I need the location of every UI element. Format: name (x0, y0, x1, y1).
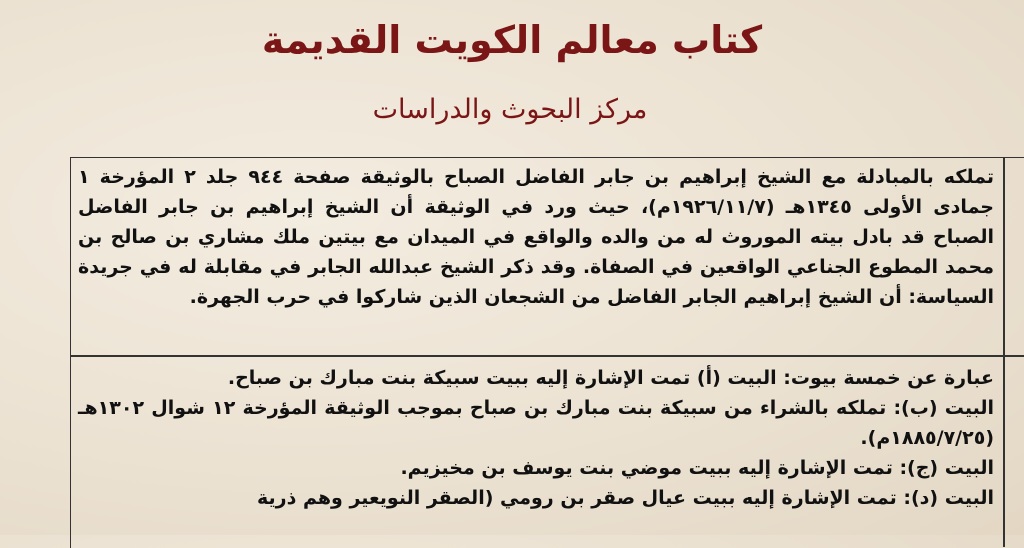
table-cell-row1 (78, 162, 994, 312)
table-row-divider (70, 355, 1024, 357)
row1-text: تملكه بالمبادلة مع الشيخ إبراهيم بن جابر الفاضل الصباح بالوثيقة صفحة ٩٤٤ جلد ٢ المؤرخة ١ جمادى الأولى ١٣٤٥هـ (١٩٢٦/١١/٧م)، حيث ورد في الوثيقة أن الشيخ إبراهيم بن جابر الفاضل الصباح قد بادل بيته الموروث له من والده والواقع في الميدان مع بيتين ملك مشاري بن صالح بن محمد المطوع الجناعي الواقعين في الصفاة. وقد ذكر الشيخ عبدالله الجابر في مقابلة له في جريدة السياسة: أن الشيخ إبراهيم الجابر الفاضل من الشجعان الذين شاركوا في حرب الجهرة. (78, 166, 995, 308)
row2-line3: البيت (ج): تمت الإشارة إليه ببيت موضي بنت يوسف بن مخيزيم. (400, 457, 994, 479)
table-column-divider (1003, 157, 1005, 547)
row2-line4: البيت (د): تمت الإشارة إليه ببيت عيال صقر بن رومي (الصقر النويعير وهم ذرية (257, 487, 994, 509)
row2-line2: البيت (ب): تملكه بالشراء من سبيكة بنت مبارك بن صباح بموجب الوثيقة المؤرخة ١٢ شوال ١٣٠٢هـ (١٨٨٥/٧/٢٥م). (78, 397, 994, 449)
book-title: كتاب معالم الكويت القديمة (261, 18, 763, 62)
center-name: مركز البحوث والدراسات (372, 94, 648, 125)
row2-line1: عبارة عن خمسة بيوت: البيت (أ) تمت الإشارة إليه ببيت سبيكة بنت مبارك بن صباح. (227, 367, 994, 389)
table-cell-row2 (78, 363, 994, 513)
